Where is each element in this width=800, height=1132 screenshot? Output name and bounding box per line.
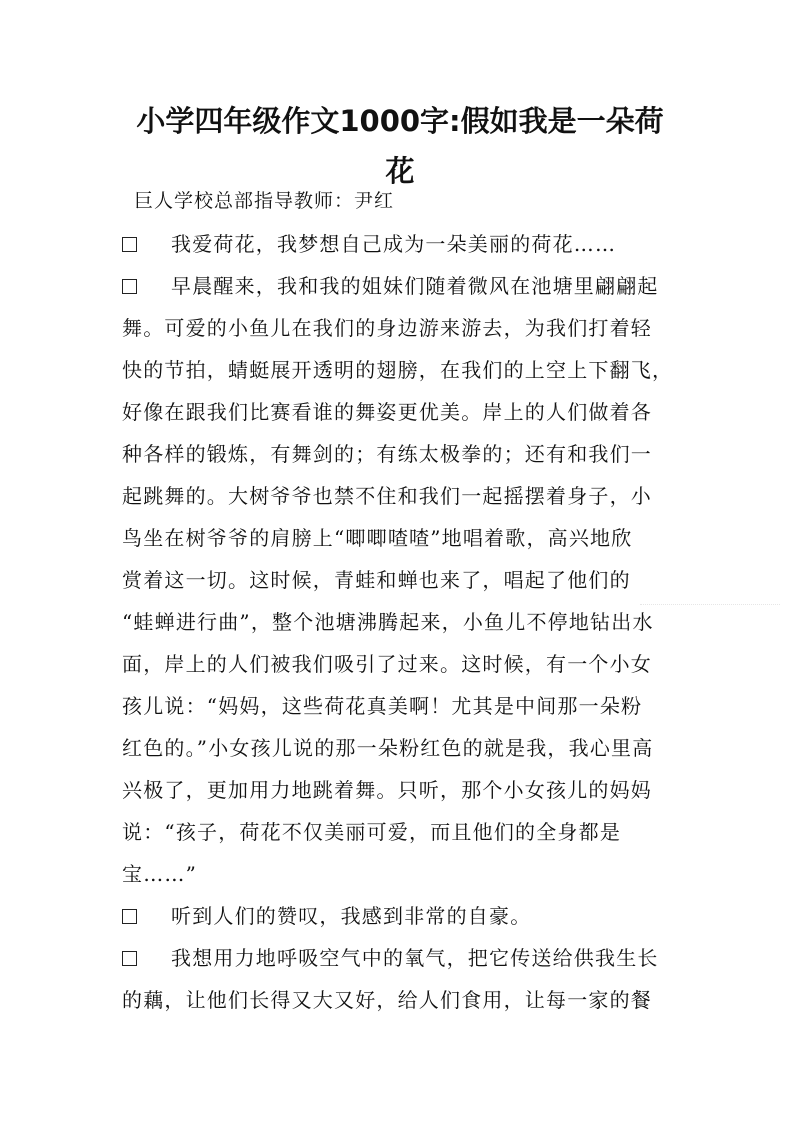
title-line-1: 小学四年级作文1000字:假如我是一朵荷 <box>136 104 664 138</box>
paragraph-line: 我爱荷花，我梦想自己成为一朵美丽的荷花…… <box>122 229 616 259</box>
paragraph-line: 的藕，让他们长得又大又好，给人们食用，让每一家的餐 <box>122 988 652 1012</box>
paragraph-line: 面，岸上的人们被我们吸引了过来。这时候，有一个小女 <box>122 652 652 676</box>
paragraph-line: 听到人们的赞叹，我感到非常的自豪。 <box>122 901 531 931</box>
paragraph-line: 赏着这一切。这时候，青蛙和蝉也来了，唱起了他们的 <box>122 568 631 592</box>
dotted-divider <box>640 604 780 605</box>
paragraph-line: “蛙蝉进行曲”，整个池塘沸腾起来，小鱼儿不停地钻出水 <box>122 610 654 634</box>
paragraph-line: 兴极了，更加用力地跳着舞。只听，那个小女孩儿的妈妈 <box>122 778 652 802</box>
paragraph-line: 红色的。”小女孩儿说的那一朵粉红色的就是我，我心里高 <box>122 736 654 760</box>
paragraph-line: 种各样的锻炼，有舞剑的；有练太极拳的；还有和我们一 <box>122 442 652 466</box>
paragraph-line: 起跳舞的。大树爷爷也禁不住和我们一起摇摆着身子，小 <box>122 484 652 508</box>
author-line: 巨人学校总部指导教师：尹红 <box>134 190 395 212</box>
paragraph-line: 好像在跟我们比赛看谁的舞姿更优美。岸上的人们做着各 <box>122 400 652 424</box>
paragraph-line: 宝……” <box>122 862 198 886</box>
paragraph-line: 舞。可爱的小鱼儿在我们的身边游来游去，为我们打着轻 <box>122 316 652 340</box>
document-title <box>120 96 680 196</box>
checkbox-square-icon <box>122 951 137 966</box>
paragraph-line: 快的节拍，蜻蜓展开透明的翅膀，在我们的上空上下翻飞， <box>122 358 674 382</box>
checkbox-square-icon <box>122 279 137 294</box>
paragraph-line: 我想用力地呼吸空气中的氧气，把它传送给供我生长 <box>122 943 659 973</box>
paragraph-line: 早晨醒来，我和我的姐妹们随着微风在池塘里翩翩起 <box>122 271 659 301</box>
paragraph-line: 鸟坐在树爷爷的肩膀上“唧唧喳喳”地唱着歌，高兴地欣 <box>122 526 633 550</box>
checkbox-square-icon <box>122 909 137 924</box>
checkbox-square-icon <box>122 237 137 252</box>
paragraph-line: 说：“孩子，荷花不仅美丽可爱，而且他们的全身都是 <box>122 820 622 844</box>
title-line-2: 花 <box>385 154 415 188</box>
paragraph-line: 孩儿说：“妈妈，这些荷花真美啊！尤其是中间那一朵粉 <box>122 694 643 718</box>
